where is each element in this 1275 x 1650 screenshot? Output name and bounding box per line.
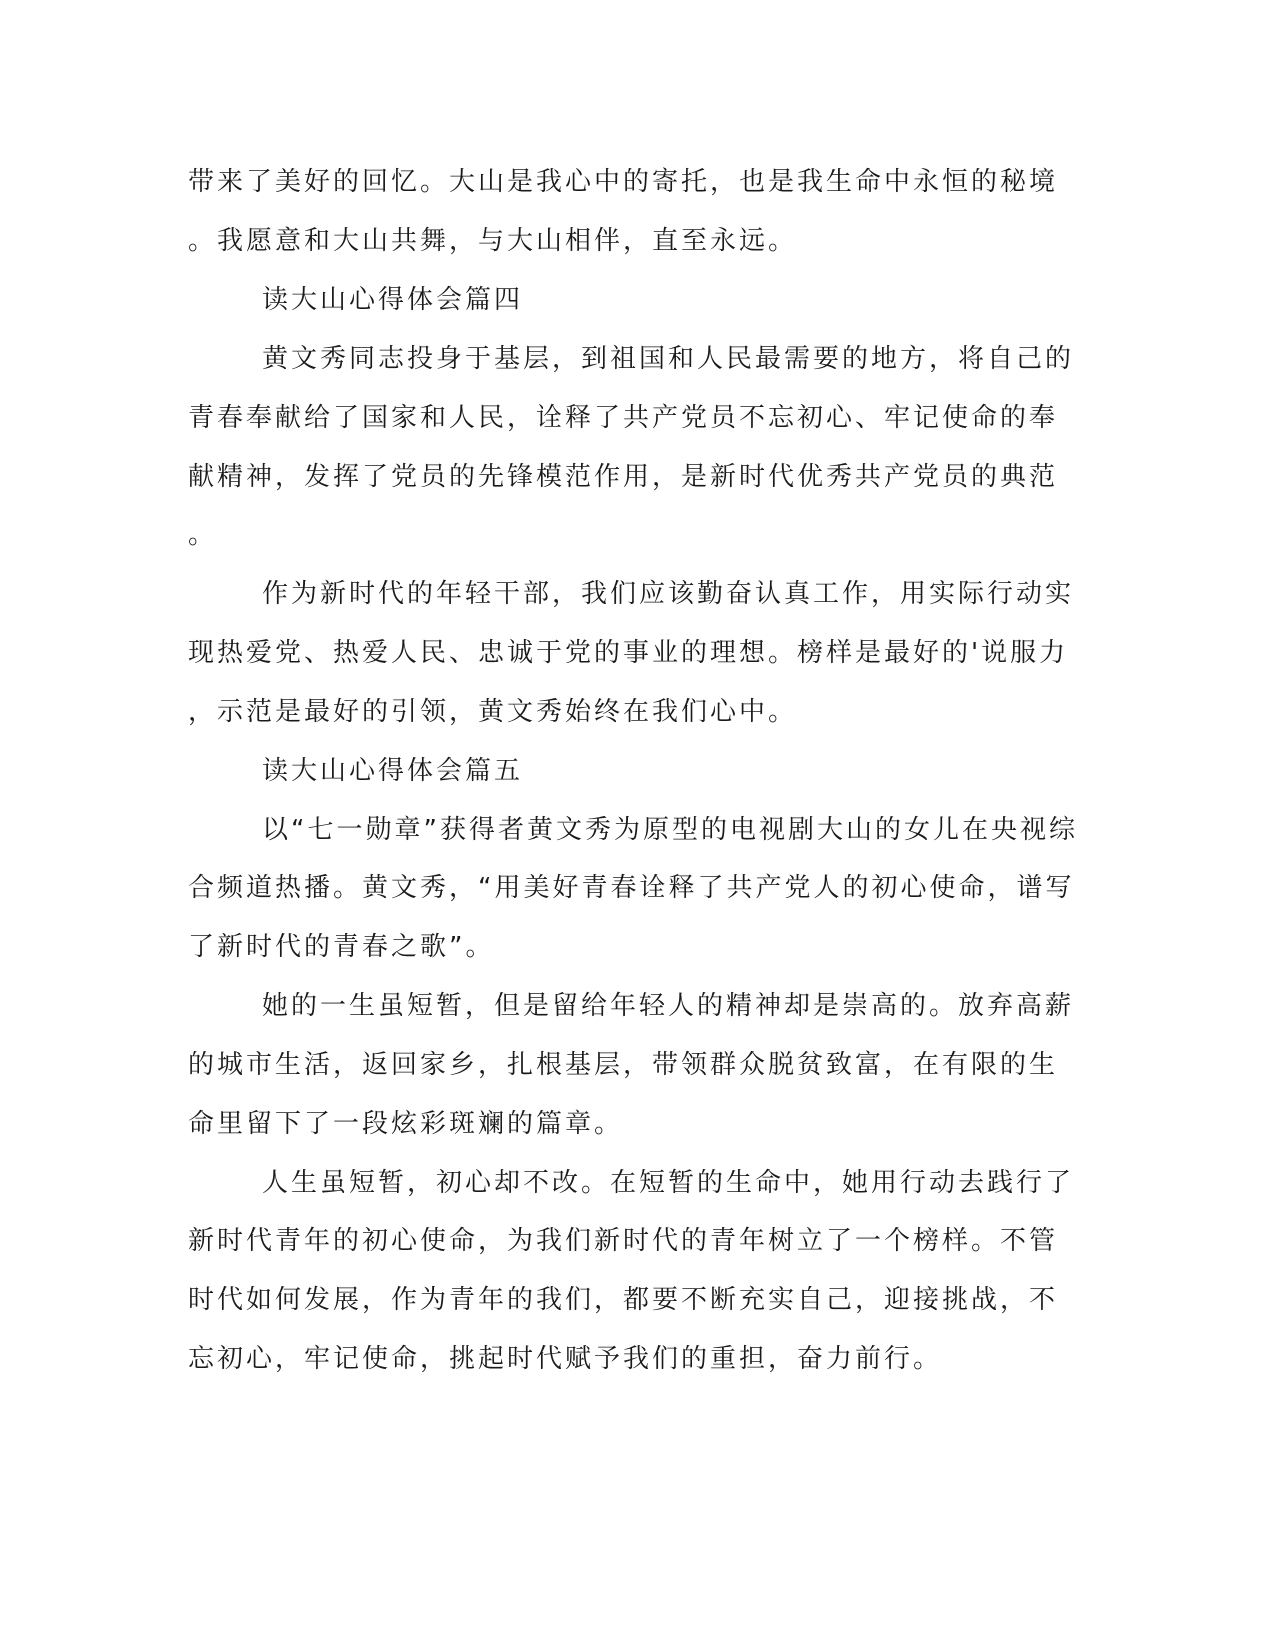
paragraph-line: 。	[188, 520, 218, 550]
paragraph-line: 她的一生虽短暂，但是留给年轻人的精神却是崇高的。放弃高薪	[262, 991, 1075, 1021]
paragraph-line: 了新时代的青春之歌”。	[188, 932, 495, 962]
paragraph-line: 人生虽短暂，初心却不改。在短暂的生命中，她用行动去践行了	[262, 1168, 1075, 1198]
paragraph-line: 命里留下了一段炫彩斑斓的篇章。	[188, 1109, 624, 1139]
paragraph-line: 作为新时代的年轻干部，我们应该勤奋认真工作，用实际行动实	[262, 579, 1075, 609]
paragraph-line: ，示范是最好的引领，黄文秀始终在我们心中。	[188, 697, 798, 727]
paragraph-line: 现热爱党、热爱人民、忠诚于党的事业的理想。榜样是最好的'说服力	[188, 638, 1069, 668]
section-heading: 读大山心得体会篇四	[262, 285, 524, 315]
paragraph-line: 新时代青年的初心使命，为我们新时代的青年树立了一个榜样。不管	[188, 1226, 1059, 1256]
paragraph-line: 献精神，发挥了党员的先锋模范作用，是新时代优秀共产党员的典范	[188, 462, 1059, 492]
paragraph-line: 黄文秀同志投身于基层，到祖国和人民最需要的地方，将自己的	[262, 344, 1075, 374]
paragraph-line: 忘初心，牢记使命，挑起时代赋予我们的重担，奋力前行。	[188, 1344, 943, 1374]
section-heading: 读大山心得体会篇五	[262, 756, 524, 786]
paragraph-line: 合频道热播。黄文秀，“用美好青春诠释了共产党人的初心使命，谱写	[188, 873, 1075, 903]
paragraph-line: 。我愿意和大山共舞，与大山相伴，直至永远。	[188, 226, 798, 256]
paragraph-line: 时代如何发展，作为青年的我们，都要不断充实自己，迎接挑战，不	[188, 1285, 1059, 1315]
paragraph-line: 以“七一勋章”获得者黄文秀为原型的电视剧大山的女儿在央视综	[262, 815, 1078, 845]
paragraph-line: 青春奉献给了国家和人民，诠释了共产党员不忘初心、牢记使命的奉	[188, 403, 1059, 433]
paragraph-line: 带来了美好的回忆。大山是我心中的寄托，也是我生命中永恒的秘境	[188, 167, 1059, 197]
paragraph-line: 的城市生活，返回家乡，扎根基层，带领群众脱贫致富，在有限的生	[188, 1050, 1059, 1080]
